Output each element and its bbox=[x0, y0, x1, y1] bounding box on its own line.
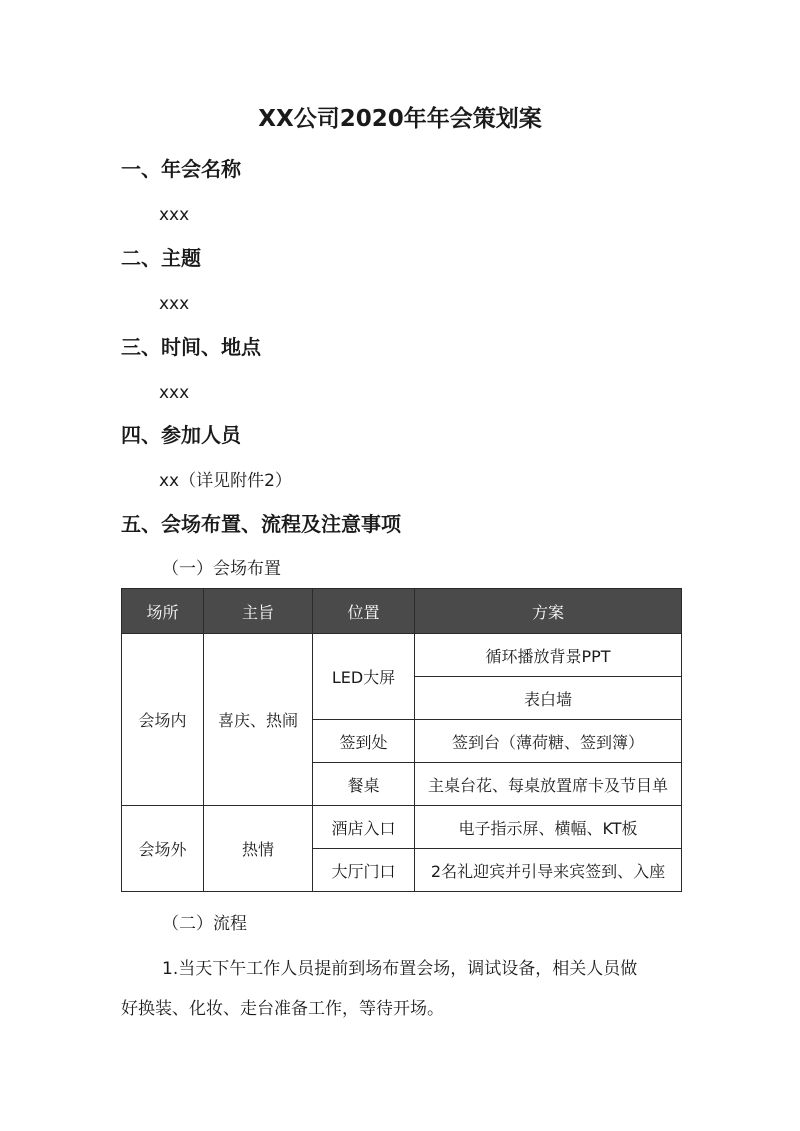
process-paragraph-line-1: 1.当天下午工作人员提前到场布置会场，调试设备，相关人员做 bbox=[162, 959, 638, 979]
cell-place-outdoor: 会场外 bbox=[122, 806, 204, 892]
table-row bbox=[122, 634, 682, 677]
column-header-place: 场所 bbox=[122, 589, 204, 634]
section-heading-venue-process: 五、会场布置、流程及注意事项 bbox=[121, 512, 401, 536]
section-content-name: xxx bbox=[159, 205, 190, 225]
document-title: XX公司2020年年会策划案 bbox=[258, 106, 542, 132]
cell-purpose-outdoor: 热情 bbox=[204, 806, 313, 892]
venue-layout-table bbox=[121, 588, 682, 892]
cell-place-indoor: 会场内 bbox=[122, 634, 204, 806]
cell-plan-led-ppt: 循环播放背景PPT bbox=[415, 634, 682, 677]
table-header-row bbox=[122, 589, 682, 634]
section-content-time-place: xxx bbox=[159, 383, 190, 403]
column-header-position: 位置 bbox=[313, 589, 415, 634]
cell-plan-hotel-entrance: 电子指示屏、横幅、KT板 bbox=[415, 806, 682, 849]
section-heading-theme: 二、主题 bbox=[121, 246, 201, 270]
section-content-theme: xxx bbox=[159, 294, 190, 314]
cell-position-lobby-door: 大厅门口 bbox=[313, 849, 415, 892]
table-row bbox=[122, 806, 682, 849]
cell-position-tables: 餐桌 bbox=[313, 763, 415, 806]
subheading-venue-layout: （一）会场布置 bbox=[162, 559, 281, 579]
section-heading-time-place: 三、时间、地点 bbox=[121, 335, 261, 359]
cell-plan-tables: 主桌台花、每桌放置席卡及节目单 bbox=[415, 763, 682, 806]
subheading-process: （二）流程 bbox=[162, 914, 247, 934]
cell-plan-lobby-door: 2名礼迎宾并引导来宾签到、入座 bbox=[415, 849, 682, 892]
cell-position-hotel-entrance: 酒店入口 bbox=[313, 806, 415, 849]
section-heading-attendees: 四、参加人员 bbox=[121, 423, 241, 447]
cell-purpose-indoor: 喜庆、热闹 bbox=[204, 634, 313, 806]
column-header-plan: 方案 bbox=[415, 589, 682, 634]
cell-plan-signin: 签到台（薄荷糖、签到簿） bbox=[415, 720, 682, 763]
column-header-purpose: 主旨 bbox=[204, 589, 313, 634]
cell-position-signin: 签到处 bbox=[313, 720, 415, 763]
section-content-attendees: xx（详见附件2） bbox=[159, 471, 292, 491]
cell-position-led: LED大屏 bbox=[313, 634, 415, 720]
section-heading-name: 一、年会名称 bbox=[121, 157, 241, 181]
process-paragraph-line-2: 好换装、化妆、走台准备工作，等待开场。 bbox=[121, 999, 444, 1019]
cell-plan-led-wall: 表白墙 bbox=[415, 677, 682, 720]
